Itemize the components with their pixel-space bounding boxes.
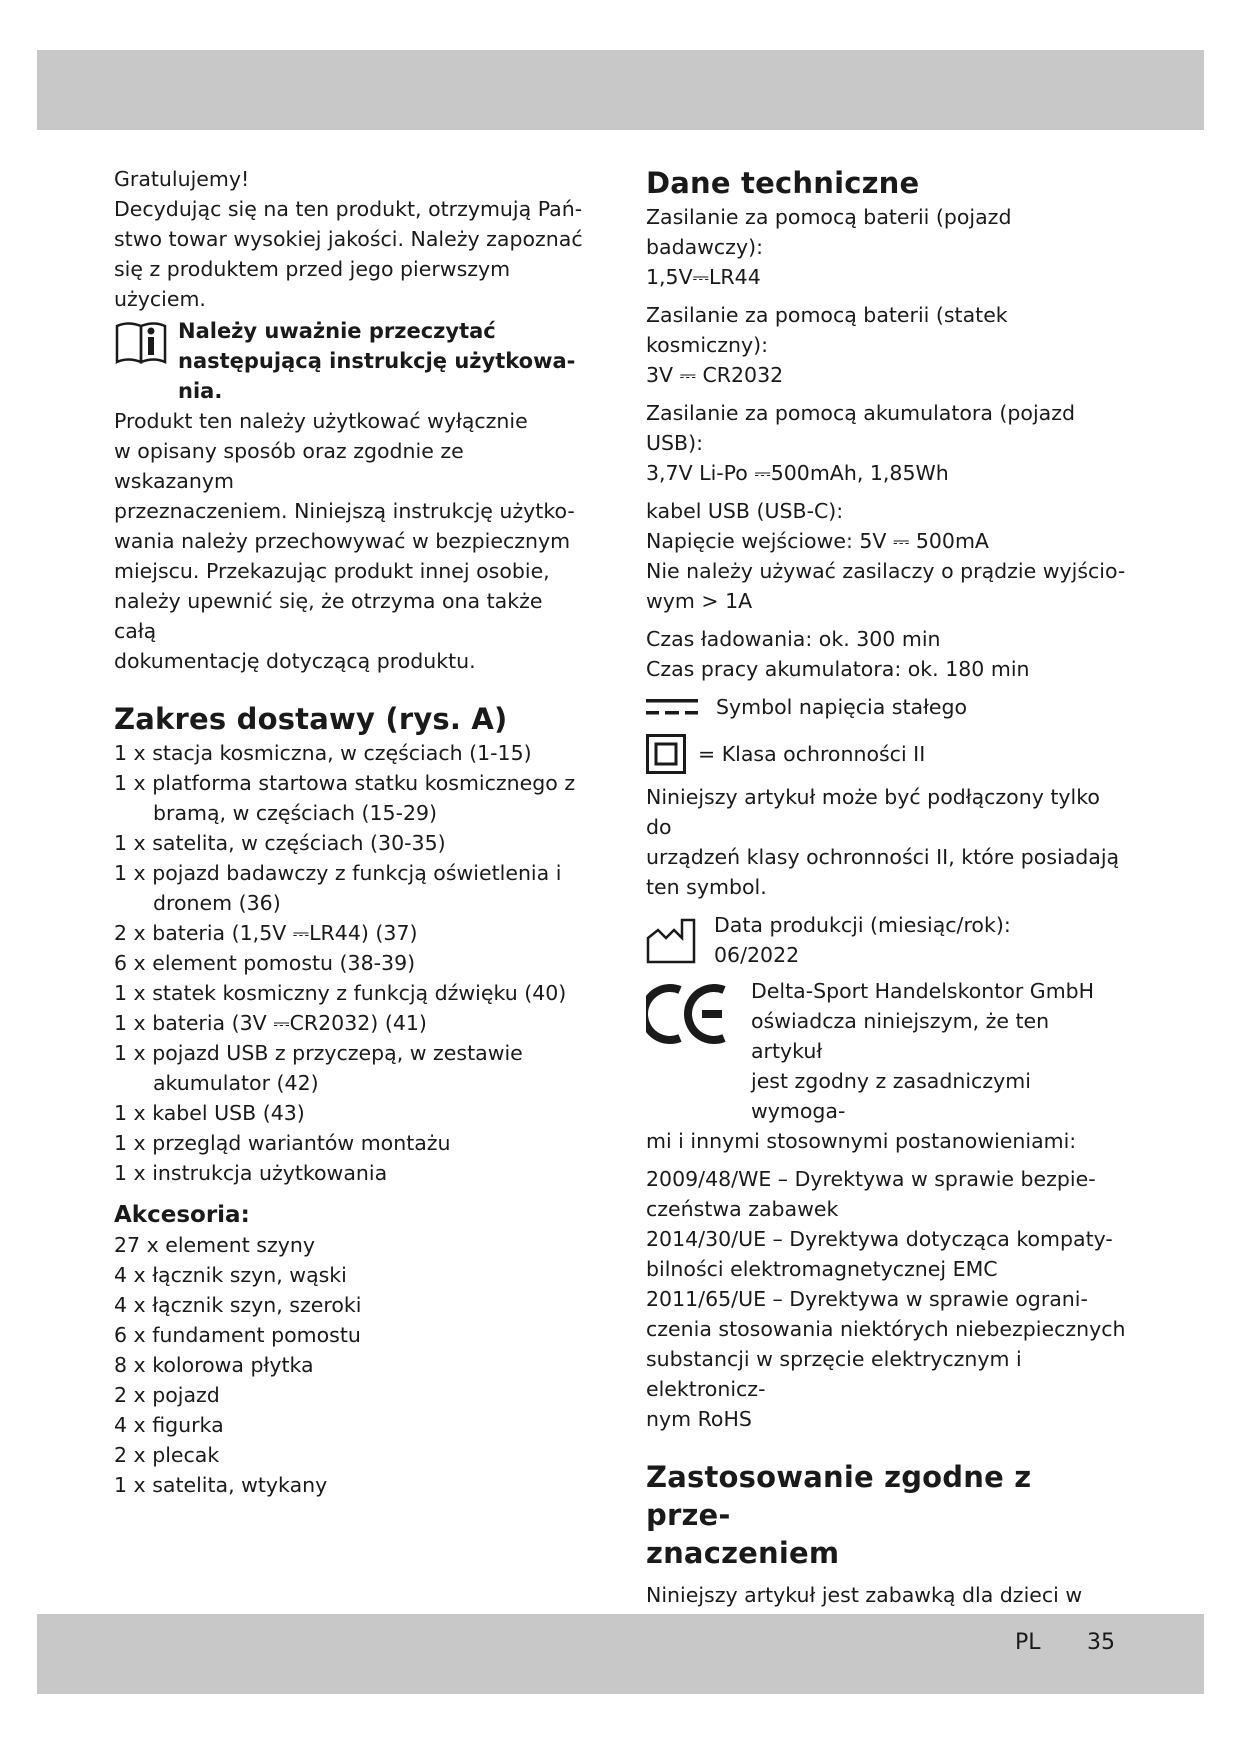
accessory-item: 2 x plecak (114, 1443, 220, 1467)
delivery-item: 6 x element pomostu (38-39) (114, 951, 416, 975)
time-line: Czas pracy akumulatora: ok. 180 min (646, 657, 1030, 681)
power-ship-line: 3V ⎓ CR2032 (646, 363, 784, 387)
intro-line: Gratulujemy! (114, 167, 250, 191)
delivery-item: 1 x pojazd USB z przyczepą, w zestawie akumulator (42) (114, 1041, 523, 1095)
page-number: 35 (1087, 1630, 1115, 1655)
header-band (37, 50, 1204, 130)
usage-line: Produkt ten należy użytkować wyłącznie (114, 409, 528, 433)
accessory-item: 2 x pojazd (114, 1383, 220, 1407)
delivery-item: 1 x platforma startowa statku kosmicznego z bramą, w częściach (15-29) (114, 771, 576, 825)
directive-line: czeństwa zabawek (646, 1197, 839, 1221)
intended-use-heading: znaczeniem (646, 1536, 840, 1570)
dc-voltage-icon (646, 696, 698, 718)
cable-line: Napięcie wejściowe: 5V ⎓ 500mA (646, 529, 989, 553)
delivery-item: 1 x kabel USB (43) (114, 1101, 305, 1125)
delivery-item: 1 x satelita, w częściach (30-35) (114, 831, 446, 855)
cable-line: kabel USB (USB-C): (646, 499, 844, 523)
warning-line: Należy uważnie przeczytać (178, 319, 496, 343)
read-instructions-warning (114, 316, 588, 406)
directive-line: bilności elektromagnetycznej EMC (646, 1257, 998, 1281)
warning-line: nia. (178, 379, 223, 403)
usage-line: należy upewnić się, że otrzyma ona także całą (114, 589, 543, 643)
delivery-item: 2 x bateria (1,5V ⎓LR44) (37) (114, 921, 418, 945)
class2-note-line: urządzeń klasy ochronności II, które posiadają (646, 845, 1120, 869)
warning-line: następującą instrukcję użytkowa- (178, 349, 576, 373)
delivery-heading: Zakres dostawy (rys. A) (114, 702, 508, 736)
right-column (646, 164, 1126, 1640)
accessory-item: 6 x fundament pomostu (114, 1323, 361, 1347)
intro-line: się z produktem przed jego pierwszym użyciem. (114, 257, 511, 311)
ce-mark-icon (646, 982, 730, 1046)
usage-line: dokumentację dotyczącą produktu. (114, 649, 476, 673)
left-column (114, 164, 588, 1500)
intended-use-heading: Zastosowanie zgodne z prze- (646, 1460, 1032, 1532)
delivery-item: 1 x statek kosmiczny z funkcją dźwięku (40) (114, 981, 567, 1005)
protection-class-ii-icon (646, 734, 686, 774)
delivery-item: 1 x przegląd wariantów montażu (114, 1131, 451, 1155)
directive-line: substancji w sprzęcie elektrycznym i elektronicz- (646, 1347, 1022, 1401)
directive-line: 2011/65/UE – Dyrektywa w sprawie ograni- (646, 1287, 1088, 1311)
accessories-heading: Akcesoria: (114, 1202, 250, 1228)
power-usb-line: Zasilanie za pomocą akumulatora (pojazd USB): (646, 401, 1075, 455)
power-rover-line: Zasilanie za pomocą baterii (pojazd badawczy): (646, 205, 1012, 259)
class2-row (646, 734, 1126, 774)
delivery-item: 1 x stacja kosmiczna, w częściach (1-15) (114, 741, 532, 765)
class2-note-line: Niniejszy artykuł może być podłączony tylko do (646, 785, 1100, 839)
production-line: 06/2022 (714, 943, 800, 967)
ce-continuation: mi i innymi stosownymi postanowieniami: (646, 1129, 1077, 1153)
accessory-item: 8 x kolorowa płytka (114, 1353, 314, 1377)
cable-line: Nie należy używać zasilaczy o prądzie wyjścio- (646, 559, 1126, 583)
directive-line: 2009/48/WE – Dyrektywa w sprawie bezpie- (646, 1167, 1096, 1191)
power-ship-line: Zasilanie za pomocą baterii (statek kosmiczny): (646, 303, 1008, 357)
usage-line: w opisany sposób oraz zgodnie ze wskazanym (114, 439, 464, 493)
directive-line: czenia stosowania niektórych niebezpiecznych (646, 1317, 1126, 1341)
class2-label: = Klasa ochronności II (698, 742, 926, 766)
production-line: Data produkcji (miesiąc/rok): (714, 913, 1011, 937)
class2-note-line: ten symbol. (646, 875, 767, 899)
intro-line: stwo towar wysokiej jakości. Należy zapoznać (114, 227, 583, 251)
accessory-item: 4 x figurka (114, 1413, 224, 1437)
ce-line: oświadcza niniejszym, że ten artykuł (751, 1009, 1050, 1063)
accessory-item: 27 x element szyny (114, 1233, 315, 1257)
ce-declaration (646, 976, 1126, 1126)
language-code: PL (1015, 1630, 1041, 1655)
power-rover-line: 1,5V⎓LR44 (646, 265, 761, 289)
intro-line: Decydując się na ten produkt, otrzymują Pań- (114, 197, 583, 221)
usage-line: wania należy przechowywać w bezpiecznym (114, 529, 571, 553)
delivery-item: 1 x pojazd badawczy z funkcją oświetlenia i dronem (36) (114, 861, 562, 915)
dc-symbol-label: Symbol napięcia stałego (716, 695, 968, 719)
accessory-item: 4 x łącznik szyn, szeroki (114, 1293, 362, 1317)
intended-use-line: Niniejszy artykuł jest zabawką dla dzieci w (646, 1583, 1083, 1607)
usage-line: miejscu. Przekazując produkt innej osobie, (114, 559, 550, 583)
cable-line: wym > 1A (646, 589, 753, 613)
ce-line: jest zgodny z zasadniczymi wymoga- (751, 1069, 1031, 1123)
directive-line: nym RoHS (646, 1407, 752, 1431)
production-date-row (646, 910, 1126, 970)
accessory-item: 1 x satelita, wtykany (114, 1473, 328, 1497)
dc-symbol-row (646, 692, 1126, 722)
ce-line: Delta-Sport Handelskontor GmbH (751, 979, 1095, 1003)
directive-line: 2014/30/UE – Dyrektywa dotycząca kompaty- (646, 1227, 1113, 1251)
power-usb-line: 3,7V Li-Po ⎓500mAh, 1,85Wh (646, 461, 949, 485)
tech-heading: Dane techniczne (646, 166, 920, 200)
manual-info-icon (114, 320, 168, 366)
usage-line: przeznaczeniem. Niniejszą instrukcję użytko- (114, 499, 575, 523)
accessory-item: 4 x łącznik szyn, wąski (114, 1263, 347, 1287)
manufacture-date-icon (646, 916, 696, 964)
time-line: Czas ładowania: ok. 300 min (646, 627, 941, 651)
delivery-item: 1 x instrukcja użytkowania (114, 1161, 388, 1185)
delivery-item: 1 x bateria (3V ⎓CR2032) (41) (114, 1011, 427, 1035)
